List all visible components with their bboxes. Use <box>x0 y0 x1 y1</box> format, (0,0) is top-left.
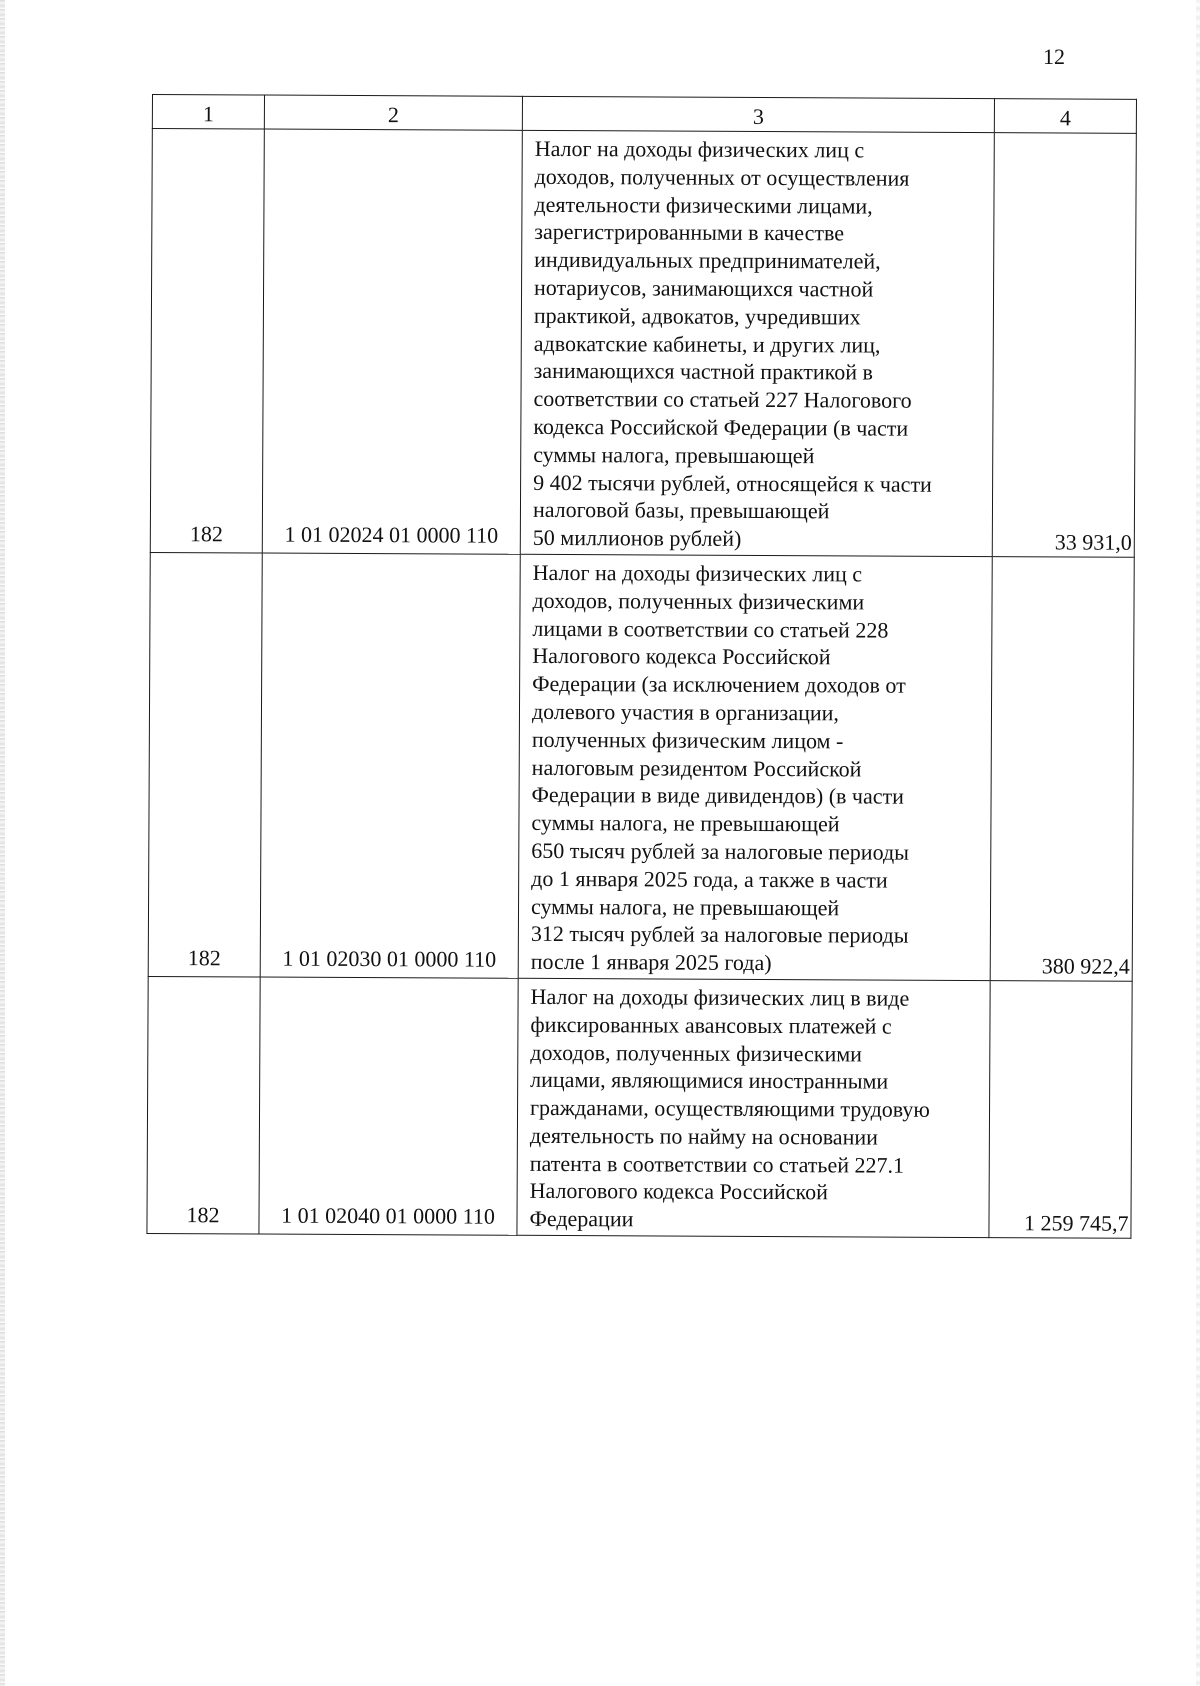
table-row <box>148 552 1134 981</box>
revenue-name-cell: Налог на доходы физических лиц с доходов, полученных от осуществления деятельности физическими лицами, зарегистрированными в качестве индивидуальных предпринимателей, нотариусов, занимающихся частной практикой, адвокатов, учредивших адвокатские кабинеты, и других лиц, занимающихся частной практикой в соответствии со статьей 227 Налогового кодекса Российской Федерации (в части суммы налога, превышающей 9 402 тысячи рублей, относящейся к части налоговой базы, превышающей 50 миллионов рублей) <box>520 130 994 556</box>
table-row <box>147 976 1132 1238</box>
revenue-table <box>146 94 1137 1239</box>
scan-edge-right <box>1196 0 1200 1686</box>
kbk-code-cell: 1 01 02040 01 0000 110 <box>259 977 518 1235</box>
amount-cell: 33 931,0 <box>992 133 1136 558</box>
admin-code-cell: 182 <box>150 129 264 553</box>
column-header-2: 2 <box>264 95 522 130</box>
revenue-name-cell: Налог на доходы физических лиц в виде фиксированных авансовых платежей с доходов, полученных физическими лицами, являющимися иностранными гражданами, осуществляющими трудовую деятельность по найму на основании патента в соответствии со статьей 227.1 Налогового кодекса Российской Федерации <box>517 978 990 1237</box>
column-header-1: 1 <box>152 95 264 130</box>
kbk-code-cell: 1 01 02030 01 0000 110 <box>260 553 520 978</box>
revenue-name-cell: Налог на доходы физических лиц с доходов, полученных физическими лицами в соответствии со статьей 228 Налогового кодекса Российской Федерации (за исключением доходов от долевого участия в организации, полученных физическим лицом - налоговым резидентом Российской Федерации в виде дивидендов) (в части суммы налога, не превышающей 650 тысяч рублей за налоговые периоды до 1 января 2025 года, а также в части суммы налога, не превышающей 312 тысяч рублей за налоговые периоды после 1 января 2025 года) <box>518 554 992 980</box>
column-header-3: 3 <box>522 96 994 132</box>
table-row <box>150 129 1136 558</box>
column-header-4: 4 <box>994 99 1136 134</box>
table-header-row <box>152 95 1136 134</box>
admin-code-cell: 182 <box>147 976 260 1234</box>
amount-cell: 1 259 745,7 <box>989 981 1132 1239</box>
kbk-code-cell: 1 01 02024 01 0000 110 <box>262 129 522 554</box>
amount-cell: 380 922,4 <box>990 557 1134 982</box>
scan-edge-left <box>0 0 5 1686</box>
admin-code-cell: 182 <box>148 552 262 976</box>
page-number: 12 <box>1043 44 1065 69</box>
